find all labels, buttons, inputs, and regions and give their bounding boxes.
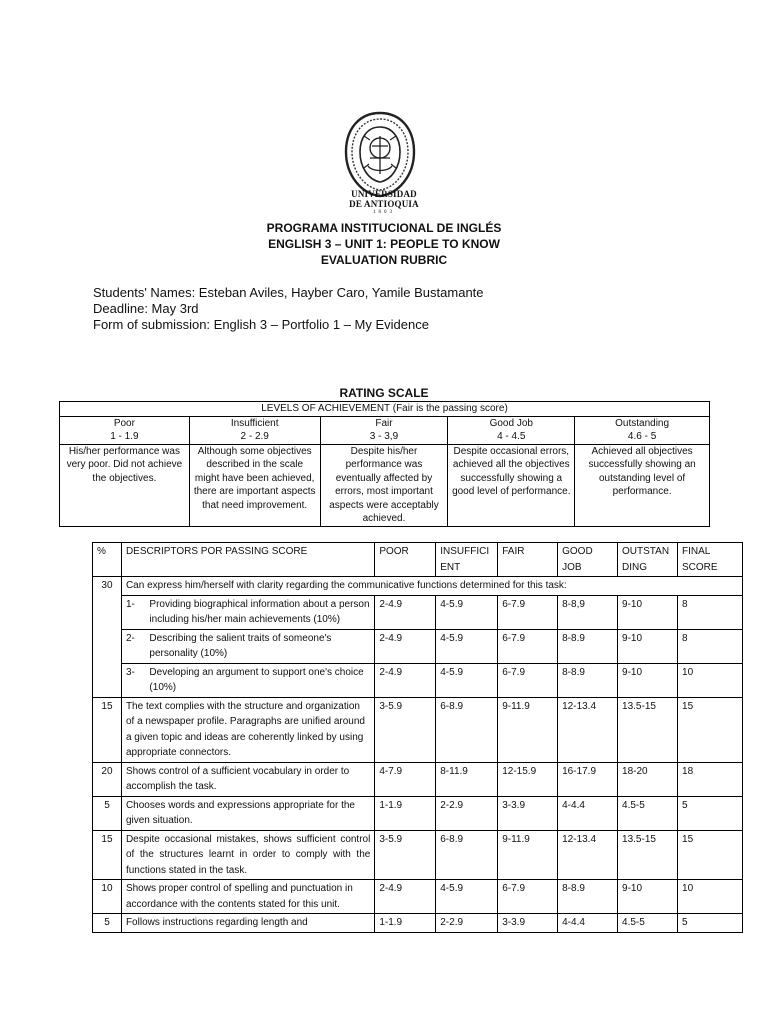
score-outstanding: 9-10 xyxy=(618,880,678,914)
criterion-descriptor: Shows control of a sufficient vocabulary in order to accomplish the task. xyxy=(121,762,374,796)
level-range: 3 - 3,9 xyxy=(369,431,399,442)
score-insufficient: 6-8.9 xyxy=(436,830,498,880)
founded-year: 1803 xyxy=(373,210,395,215)
item-number: 2- xyxy=(121,629,145,663)
group-item-row xyxy=(93,663,743,697)
score-good-job: 12-13.4 xyxy=(558,697,618,762)
deadline: Deadline: May 3rd xyxy=(93,301,199,316)
score-fair: 6-7.9 xyxy=(498,629,558,663)
score-good-job: 16-17.9 xyxy=(558,762,618,796)
criterion-row xyxy=(93,914,743,933)
final-score: 15 xyxy=(678,697,743,762)
score-insufficient: 2-2.9 xyxy=(436,914,498,933)
level-description-row xyxy=(60,444,710,526)
score-poor: 1-1.9 xyxy=(375,796,436,830)
level-header xyxy=(60,416,190,444)
university-name-line2: DE ANTIOQUIA xyxy=(349,199,419,209)
final-score: 10 xyxy=(678,880,743,914)
score-fair: 3-3.9 xyxy=(498,796,558,830)
score-outstanding: 9-10 xyxy=(618,663,678,697)
score-insufficient: 2-2.9 xyxy=(436,796,498,830)
row-percent: 20 xyxy=(93,762,122,796)
group-row xyxy=(93,577,743,596)
row-percent: 5 xyxy=(93,796,122,830)
criterion-row xyxy=(93,880,743,914)
document-titles xyxy=(0,220,768,268)
level-header xyxy=(320,416,448,444)
header-insufficient: INSUFFICI ENT xyxy=(436,543,498,577)
score-good-job: 8-8.9 xyxy=(558,629,618,663)
level-description: Despite his/her performance was eventually affected by errors, most important aspects were acceptably achieved. xyxy=(320,444,448,526)
rating-scale-subtitle-row xyxy=(60,402,710,417)
score-outstanding: 9-10 xyxy=(618,629,678,663)
rating-scale-table xyxy=(59,401,710,527)
score-fair: 6-7.9 xyxy=(498,595,558,629)
level-name: Good Job xyxy=(489,417,533,429)
level-name: Insufficient xyxy=(230,417,279,429)
score-poor: 3-5.9 xyxy=(375,697,436,762)
level-header xyxy=(189,416,320,444)
score-insufficient: 4-5.9 xyxy=(436,880,498,914)
level-range: 4.6 - 5 xyxy=(627,431,657,442)
item-number: 3- xyxy=(121,663,145,697)
score-fair: 9-11.9 xyxy=(498,697,558,762)
level-description: Despite occasional errors, achieved all the objectives successfully showing a good level of performance. xyxy=(448,444,575,526)
header-fair: FAIR xyxy=(498,543,558,577)
level-range: 1 - 1.9 xyxy=(110,431,139,442)
score-good-job: 4-4.4 xyxy=(558,796,618,830)
criterion-descriptor: Chooses words and expressions appropriate for the given situation. xyxy=(121,796,374,830)
program-title: PROGRAMA INSTITUCIONAL DE INGLÉS xyxy=(266,221,502,235)
score-outstanding: 13.5-15 xyxy=(618,697,678,762)
form-of-submission: Form of submission: English 3 – Portfolio 1 – My Evidence xyxy=(93,317,429,332)
score-poor: 2-4.9 xyxy=(375,663,436,697)
students-names: Students' Names: Esteban Aviles, Hayber Caro, Yamile Bustamante xyxy=(93,285,484,300)
header-poor: POOR xyxy=(375,543,436,577)
university-name xyxy=(300,189,468,217)
final-score: 8 xyxy=(678,595,743,629)
criterion-row xyxy=(93,762,743,796)
item-descriptor: Developing an argument to support one's choice (10%) xyxy=(145,663,374,697)
score-good-job: 12-13.4 xyxy=(558,830,618,880)
score-good-job: 8-8.9 xyxy=(558,663,618,697)
group-descriptor: Can express him/herself with clarity regarding the communicative functions determined for this task: xyxy=(121,577,742,596)
score-outstanding: 18-20 xyxy=(618,762,678,796)
rubric-header-row xyxy=(93,543,743,577)
criterion-descriptor: Follows instructions regarding length and xyxy=(121,914,374,933)
score-fair: 12-15.9 xyxy=(498,762,558,796)
course-title: ENGLISH 3 – UNIT 1: PEOPLE TO KNOW xyxy=(268,237,500,251)
score-outstanding: 4.5-5 xyxy=(618,914,678,933)
row-percent: 5 xyxy=(93,914,122,933)
score-good-job: 4-4.4 xyxy=(558,914,618,933)
level-name: Fair xyxy=(375,417,393,429)
university-seal xyxy=(342,110,418,198)
score-good-job: 8-8,9 xyxy=(558,595,618,629)
item-number: 1- xyxy=(121,595,145,629)
score-poor: 2-4.9 xyxy=(375,880,436,914)
score-fair: 3-3.9 xyxy=(498,914,558,933)
header-descriptors: DESCRIPTORS POR PASSING SCORE xyxy=(121,543,374,577)
row-percent: 30 xyxy=(93,577,122,698)
score-poor: 3-5.9 xyxy=(375,830,436,880)
criterion-descriptor: Despite occasional mistakes, shows sufficient control of the structures learnt in order to comply with the functions stated in the task. xyxy=(121,830,374,880)
level-name: Poor xyxy=(113,417,135,429)
score-poor: 2-4.9 xyxy=(375,595,436,629)
score-outstanding: 13.5-15 xyxy=(618,830,678,880)
criterion-descriptor: The text complies with the structure and organization of a newspaper profile. Paragraphs are unified around a given topic and ideas are coherently linked by using appropriate connectors. xyxy=(121,697,374,762)
score-fair: 6-7.9 xyxy=(498,880,558,914)
final-score: 10 xyxy=(678,663,743,697)
header-good-job: GOOD JOB xyxy=(558,543,618,577)
level-description: Although some objectives described in the scale might have been achieved, there are important aspects that need improvement. xyxy=(189,444,320,526)
row-percent: 15 xyxy=(93,697,122,762)
score-insufficient: 4-5.9 xyxy=(436,629,498,663)
score-insufficient: 4-5.9 xyxy=(436,663,498,697)
level-description: Achieved all objectives successfully showing an outstanding level of performance. xyxy=(575,444,710,526)
submission-info xyxy=(93,285,484,333)
rating-scale-subtitle: LEVELS OF ACHIEVEMENT (Fair is the passing score) xyxy=(60,402,710,417)
group-item-row xyxy=(93,595,743,629)
group-item-row xyxy=(93,629,743,663)
row-percent: 15 xyxy=(93,830,122,880)
score-insufficient: 6-8.9 xyxy=(436,697,498,762)
final-score: 5 xyxy=(678,796,743,830)
header-final-score: FINAL SCORE xyxy=(678,543,743,577)
final-score: 15 xyxy=(678,830,743,880)
score-good-job: 8-8.9 xyxy=(558,880,618,914)
level-range: 4 - 4.5 xyxy=(497,431,526,442)
score-poor: 1-1.9 xyxy=(375,914,436,933)
score-insufficient: 4-5.9 xyxy=(436,595,498,629)
criterion-descriptor: Shows proper control of spelling and punctuation in accordance with the contents stated for this unit. xyxy=(121,880,374,914)
level-header xyxy=(448,416,575,444)
row-percent: 10 xyxy=(93,880,122,914)
criterion-row xyxy=(93,796,743,830)
score-insufficient: 8-11.9 xyxy=(436,762,498,796)
level-description: His/her performance was very poor. Did not achieve the objectives. xyxy=(60,444,190,526)
criterion-row xyxy=(93,830,743,880)
document-title: EVALUATION RUBRIC xyxy=(320,253,448,267)
score-outstanding: 9-10 xyxy=(618,595,678,629)
score-fair: 9-11.9 xyxy=(498,830,558,880)
criterion-row xyxy=(93,697,743,762)
score-fair: 6-7.9 xyxy=(498,663,558,697)
rating-scale-title: RATING SCALE xyxy=(339,386,429,400)
header-percent: % xyxy=(93,543,122,577)
level-range: 2 - 2.9 xyxy=(240,431,269,442)
header-outstanding: OUTSTAN DING xyxy=(618,543,678,577)
level-header xyxy=(575,416,710,444)
final-score: 5 xyxy=(678,914,743,933)
final-score: 18 xyxy=(678,762,743,796)
level-header-row xyxy=(60,416,710,444)
final-score: 8 xyxy=(678,629,743,663)
score-outstanding: 4.5-5 xyxy=(618,796,678,830)
rubric-table xyxy=(92,542,743,933)
level-name: Outstanding xyxy=(615,417,670,429)
score-poor: 4-7.9 xyxy=(375,762,436,796)
item-descriptor: Providing biographical information about a person including his/her main achievements (10%) xyxy=(145,595,374,629)
score-poor: 2-4.9 xyxy=(375,629,436,663)
university-name-line1: UNIVERSIDAD xyxy=(351,189,417,199)
item-descriptor: Describing the salient traits of someone's personality (10%) xyxy=(145,629,374,663)
